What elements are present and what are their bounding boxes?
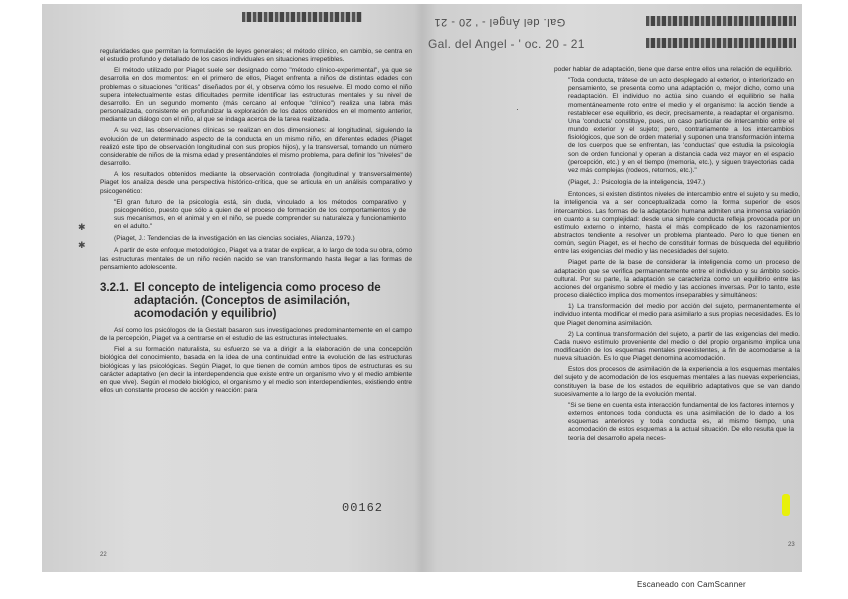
block-quote: "Toda conducta, trátese de un acto desplegado al exterior, o interiorizado en pensamiento, se presenta como una adaptación o, mejor dicho, como una readaptación. El individuo no actúa sino cuando el equilibrio se halla momentáneamente roto entre el medio y el organismo: la acción tiende a restablecer ese equilibrio, es decir, precisamente, a readaptar el organismo. Una 'conducta' constituye, pues, un caso particular de intercambio entre el mundo exterior y el sujeto; pero, contrariamente a los intercambios fisiológicos, que son de orden material y suponen una transformación interna de los cuerpos que se enfrentan, las 'conductas' que estudia la psicología son de orden funcional y operan a distancia cada vez mayor en el espacio (percepción, etc.) y en el tiempo (memoria, etc.), y siguen trayectorias cada vez más complejas (rodeos, retornos, etc.)." — [568, 77, 794, 174]
section-number: 3.2.1. — [100, 281, 129, 294]
paragraph: A su vez, las observaciones clínicas se realizan en dos dimensiones: al longitudinal, siguiendo la evolución de un determinado aspecto de la conducta en un mismo niño, en diferentes edades (Piaget realizó este tipo de observación longitudinal con sus propios hijos), y la transversal, tomando un número considerable de niños de la misma edad y presentándoles el mismo problema, para definir los "niveles" de desarrollo. — [100, 127, 412, 168]
paragraph: poder hablar de adaptación, tiene que darse entre ellos una relación de equilibrio. — [554, 66, 793, 73]
paragraph: A partir de este enfoque metodológico, Piaget va a tratar de explicar, a lo largo de toda su obra, cómo las estructuras mentales de un niño recién nacido se van transformando hasta llegar a las formas de pensamiento adolescente. — [100, 247, 412, 271]
page-number: 23 — [788, 542, 795, 548]
paragraph: Piaget parte de la base de considerar la inteligencia como un proceso de adaptación que se verifica permanentemente entre el individuo y su ámbito socio-cultural. Por su parte, la adaptación se caracteriza como un equilibrio entre las acciones del organismo sobre el medio y las acciones inversas. Por lo tanto, este proceso dialéctico implica dos momentos inseparables y simultáneos: — [554, 259, 800, 300]
paragraph: Entonces, si existen distintos niveles de intercambio entre el sujeto y su medio, la inteligencia va a ser conceptualizada como la forma superior de esos intercambios. Las formas de la adaptación humana admiten una inmensa variación en cuanto a su complejidad: desde una simple conducta refleja provocada por un estímulo externo o interno, hasta el más complicado de los razonamientos abstractos tendiente a resolver un problema planteado. Pero lo que tienen en común, según Piaget, es el hecho de constituir formas de búsqueda del equilibrio entre las exigencias del medio y las necesidades del sujeto. — [554, 191, 800, 256]
block-quote: "El gran futuro de la psicología está, sin duda, vinculado a los métodos comparativo y psicogenético, puesto que sólo a quien de el proceso de formación de los comportamientos y de sus mecanismos, en el animal y en el niño, se puede comprender su naturaleza y funcionamiento en el adulto." — [114, 198, 406, 231]
quote-citation: (Piaget, J.: Tendencias de la investigación en las ciencias sociales, Alianza, 1979.) — [114, 235, 355, 243]
page-number: 22 — [100, 552, 107, 558]
paragraph: El método utilizado por Piaget suele ser designado como "método clínico-experimental", ya que se desarrolla en dos momentos: en el primero de ellos, Piaget enfrenta a niños de distintas edades con problemas o situaciones "críticas" diseñados por él, y observa cómo los resuelve. El modo como el niño supera intelectualmente estas dificultades permite identificar las estructuras mentales y su nivel de desarrollo. En un segundo momento (más cercano al enfoque "clínico") realiza una labra más personalizada, consistente en profundizar la exploración de los datos obtenidos en el momento anterior, mediante un diálogo con el niño, al que se indaga acerca de la tarea realizada. — [100, 67, 412, 124]
block-quote: "Si se tiene en cuenta esta interacción fundamental de los factores internos y externos entonces toda conducta es una asimilación de lo dado a los esquemas anteriores y toda conducta es, al mismo tiempo, una acomodación de estos esquemas a la actual situación. De ello resulta que la teoría del desarrollo apela neces- — [568, 401, 794, 442]
header-bars-right — [646, 16, 796, 26]
highlight-mark — [782, 494, 790, 516]
paragraph: Fiel a su formación naturalista, su esfuerzo se va a dirigir a la elaboración de una concepción biológica del conocimiento, basada en la idea de una continuidad entre la evolución de las estructuras biológicas y las psicológicas. Según Piaget, lo que tienen de común ambos tipos de estructuras es su carácter adaptativo (en decir la interdependencia que existe entre un organismo vivo y el medio ambiente en que vive). Según el modelo biológico, el organismo y el medio son interdependientes, existiendo entre ellos un constante proceso de acción y reacción: para — [100, 346, 412, 394]
mirrored-header: Gal. del Ángel - ' 20 - 21 — [434, 16, 566, 28]
paragraph: Estos dos procesos de asimilación de la experiencia a los esquemas mentales del sujeto y de acomodación de los esquemas mentales a las nuevas experiencias, constituyen la base de los estados de equilibrio adaptativos que se van dando sucesivamente a lo largo de la evolución mental. — [554, 366, 800, 398]
paragraph: 1) La transformación del medio por acción del sujeto, permanentemente el individuo intenta modificar el medio para asimilarlo a sus propias necesidades. Es lo que Piaget denomina asimilación. — [554, 303, 800, 327]
right-page — [426, 4, 802, 572]
paragraph: regularidades que permitan la formulación de leyes generales; el método clínico, en cambio, se centra en el estudio profundo y detallado de los casos individuales en situaciones irrepetibles. — [100, 48, 412, 64]
section-title: El concepto de inteligencia como proceso de adaptación. (Conceptos de asimilación, acomodación y equilibrio) — [134, 281, 381, 320]
header-bars-right-2 — [646, 38, 796, 48]
section-heading — [100, 282, 412, 321]
paragraph: 2) La continua transformación del sujeto, a partir de las exigencias del medio. Cada nuevo estímulo proveniente del medio o del propio organismo implica una modificación de los esquemas mentales preexistentes, a fin de acomodarse a la nueva situación. Es lo que Piaget denomina acomodación. — [554, 330, 800, 363]
margin-mark: ✱ — [78, 222, 86, 232]
left-column — [100, 48, 412, 398]
header-bars-left — [242, 12, 362, 22]
scanned-document — [42, 4, 802, 572]
left-page — [42, 4, 422, 572]
paragraph: Así como los psicólogos de la Gestalt basaron sus investigaciones predominantemente en el campo de la percepción, Piaget va a centrarse en el estudio de las estructuras intelectuales. — [100, 326, 412, 343]
right-running-head: Gal. del Angel - ' oc. 20 - 21 — [428, 37, 585, 51]
margin-mark: ✱ — [78, 240, 86, 250]
quote-citation: (Piaget, J.: Psicología de la inteligencia, 1947.) — [568, 179, 706, 187]
scanner-watermark: Escaneado con CamScanner — [637, 580, 746, 589]
stamp-number: 00162 — [342, 501, 384, 515]
margin-mark: · — [516, 104, 519, 114]
right-column — [554, 66, 800, 447]
paragraph: A los resultados obtenidos mediante la observación controlada (longitudinal y transversalmente) Piaget los analiza desde una perspectiva histórico-crítica, que se articula en un análisis comparativo y psicogenético: — [100, 171, 412, 195]
